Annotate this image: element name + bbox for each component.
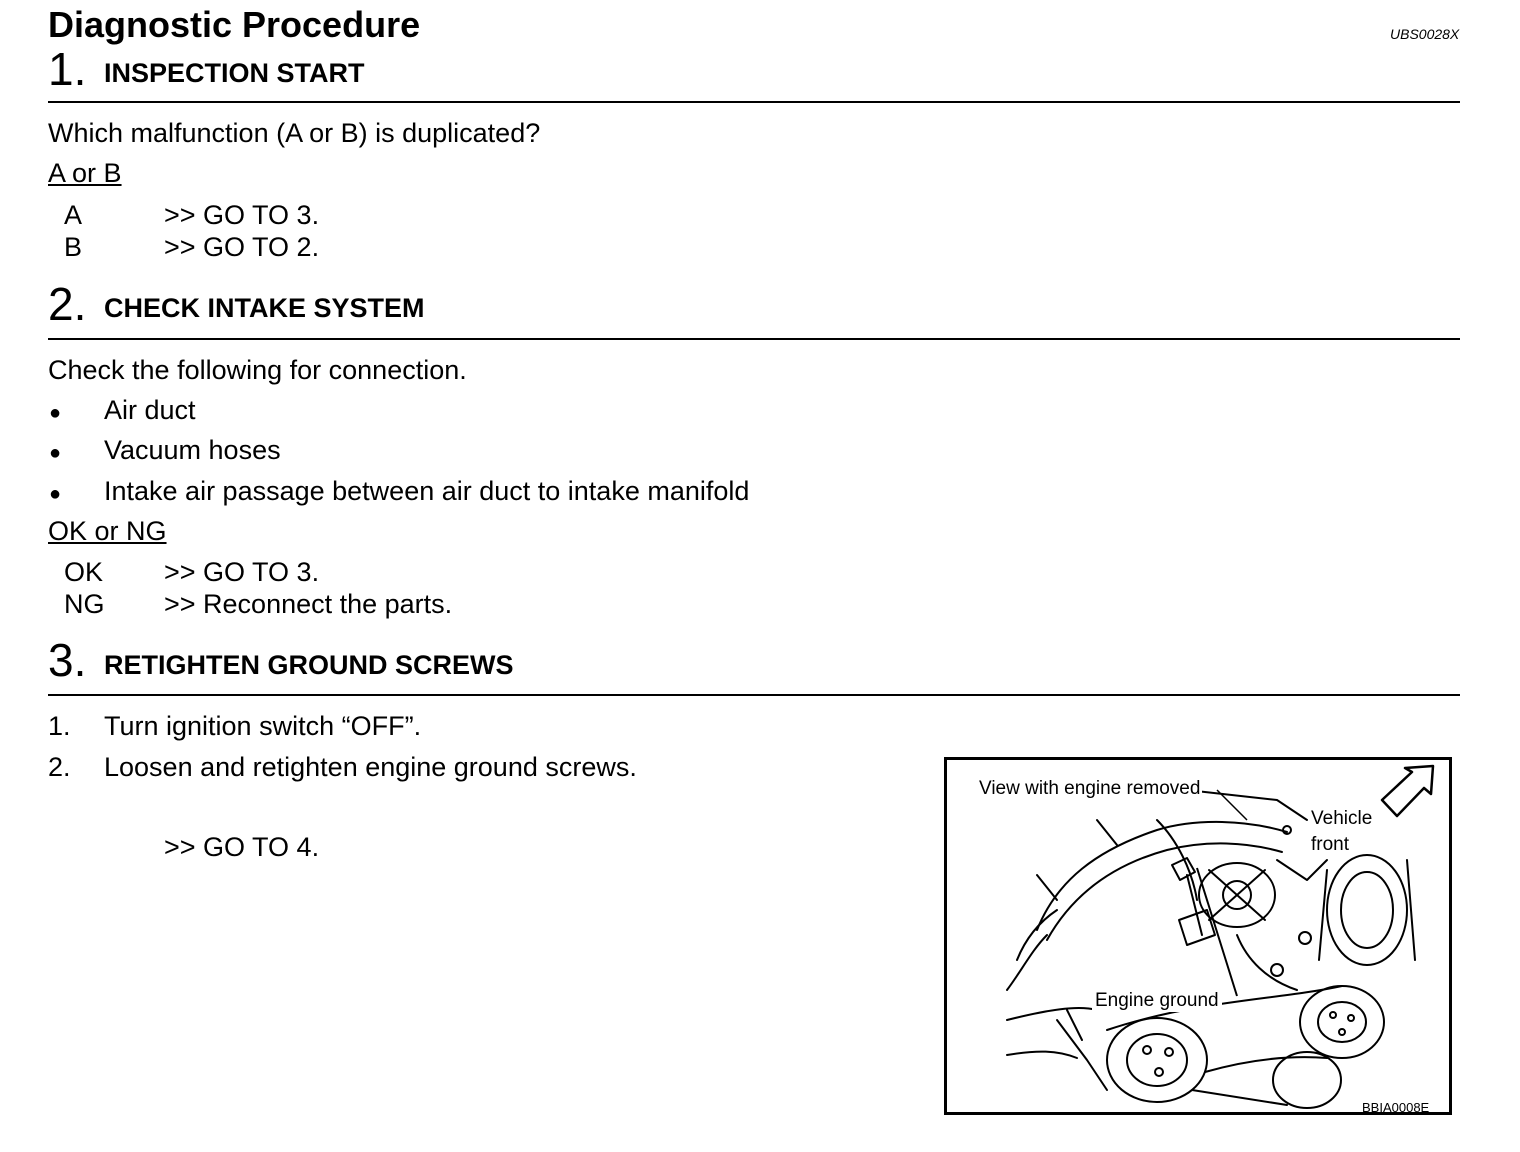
figure-engine-ground-label: Engine ground [1092,990,1222,1012]
bullet-icon: ● [49,442,62,464]
step2-title: CHECK INTAKE SYSTEM [104,293,425,323]
step2-option-ok-key: OK [64,557,104,587]
step2-option-ng-key: NG [64,589,105,619]
step3-substep-2-number: 2. [48,752,71,782]
step1-option-a-action: >> GO TO 3. [164,200,320,230]
engine-ground-figure [944,757,1452,1115]
step1-option-b-key: B [64,232,83,262]
step1-number: 1. [48,43,87,95]
step2-item-vacuum-hoses: Vacuum hoses [104,435,281,465]
figure-vehicle-label-1: Vehicle [1311,808,1373,829]
step1-option-b-action: >> GO TO 2. [164,232,320,262]
step2-divider [48,338,1460,340]
step1-question: Which malfunction (A or B) is duplicated? [48,118,541,148]
step2-options-label: OK or NG [48,516,167,546]
bullet-icon: ● [49,483,62,505]
step3-title: RETIGHTEN GROUND SCREWS [104,650,514,680]
step3-substep-1-text: Turn ignition switch “OFF”. [104,711,422,741]
step3-substep-2-text: Loosen and retighten engine ground screws. [104,752,637,782]
step3-divider [48,694,1460,696]
figure-vehicle-label-2: front [1311,834,1350,855]
step1-divider [48,101,1460,103]
figure-view-label: View with engine removed [979,778,1201,799]
step3-next: >> GO TO 4. [164,832,320,862]
vehicle-front-arrow-icon [1382,766,1433,816]
step2-intro: Check the following for connection. [48,355,467,385]
document-code: UBS0028X [1390,26,1460,42]
step1-title: INSPECTION START [104,58,365,88]
step3-number: 3. [48,634,87,686]
step2-option-ok-action: >> GO TO 3. [164,557,320,587]
step3-substep-1-number: 1. [48,711,71,741]
bullet-icon: ● [49,402,62,424]
figure-code: BBIA0008E [1362,1100,1430,1115]
step2-number: 2. [48,278,87,330]
step2-item-intake-passage: Intake air passage between air duct to intake manifold [104,476,750,506]
page-title: Diagnostic Procedure [48,4,421,45]
step2-option-ng-action: >> Reconnect the parts. [164,589,453,619]
step1-option-a-key: A [64,200,83,230]
step2-item-air-duct: Air duct [104,395,196,425]
step1-options-label: A or B [48,158,122,188]
